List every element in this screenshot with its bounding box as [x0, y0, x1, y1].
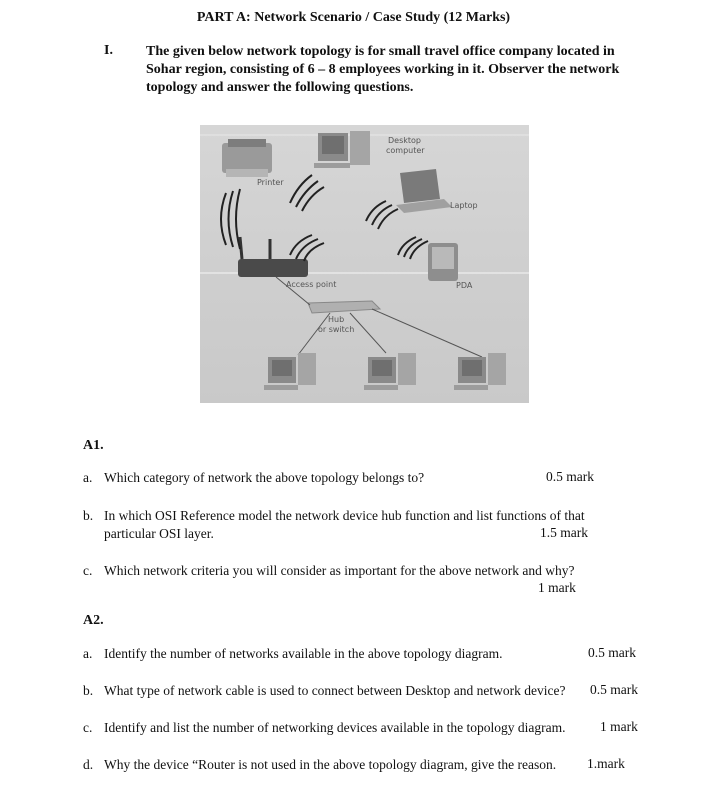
question-mark: 0.5 mark: [546, 469, 594, 484]
desktop-computer-icon: [314, 131, 370, 168]
question-letter: d.: [83, 757, 94, 772]
desktop-icon: [364, 353, 416, 390]
question-text: Why the device “Router is not used in the above topology diagram, give the reason.: [104, 757, 557, 772]
network-cables: [276, 277, 482, 357]
computer-label: computer: [386, 146, 425, 155]
hub-label: Hub: [328, 315, 345, 324]
question-text: Which category of network the above topology belongs to?: [104, 470, 425, 485]
question-letter: b.: [83, 683, 94, 698]
page-title: PART A: Network Scenario / Case Study (12 Marks): [196, 10, 511, 25]
question-mark: 1.mark: [587, 756, 625, 771]
question-mark: 0.5 mark: [588, 645, 636, 660]
printer-icon: [222, 139, 272, 177]
question-letter: c.: [83, 720, 93, 735]
question-letter: a.: [83, 470, 93, 485]
intro-paragraph: The given below network topology is for small travel office company located in Sohar region, consisting of 6 – 8 employees working in it. Observer the network topology and answer the following questions.: [146, 44, 620, 95]
printer-label: Printer: [257, 178, 284, 187]
or-switch-label: or switch: [318, 325, 355, 334]
topology-diagram: [200, 125, 529, 403]
pda-label: PDA: [456, 281, 473, 290]
question-mark: 1 mark: [538, 580, 576, 595]
section-heading-a1: A1.: [83, 438, 104, 453]
wireless-signal-icon: [221, 175, 428, 261]
laptop-label: Laptop: [450, 201, 478, 210]
desktop-label: Desktop: [388, 136, 421, 145]
desktop-icon: [264, 353, 316, 390]
question-letter: b.: [83, 508, 94, 523]
question-mark: 0.5 mark: [590, 682, 638, 697]
question-text: Identify the number of networks available in the above topology diagram.: [104, 646, 503, 661]
question-text: Identify and list the number of networking devices available in the topology diagram.: [104, 720, 566, 735]
desktop-icon: [454, 353, 506, 390]
section-numeral: I.: [104, 43, 113, 58]
laptop-icon: [396, 169, 452, 213]
question-mark: 1 mark: [600, 719, 638, 734]
question-letter: c.: [83, 563, 93, 578]
question-text: What type of network cable is used to connect between Desktop and network device?: [104, 683, 566, 698]
question-letter: a.: [83, 646, 93, 661]
pda-icon: [428, 243, 458, 281]
question-text: In which OSI Reference model the network device hub function and list functions of that: [104, 508, 585, 523]
question-text: Which network criteria you will consider as important for the above network and why?: [104, 563, 575, 578]
network-topology-figure: [200, 125, 529, 403]
question-mark: 1.5 mark: [540, 525, 588, 540]
access-point-label: Access point: [286, 280, 337, 289]
section-heading-a2: A2.: [83, 613, 104, 628]
question-text-continued: particular OSI layer.: [104, 526, 214, 541]
hub-switch-icon: [308, 301, 380, 313]
